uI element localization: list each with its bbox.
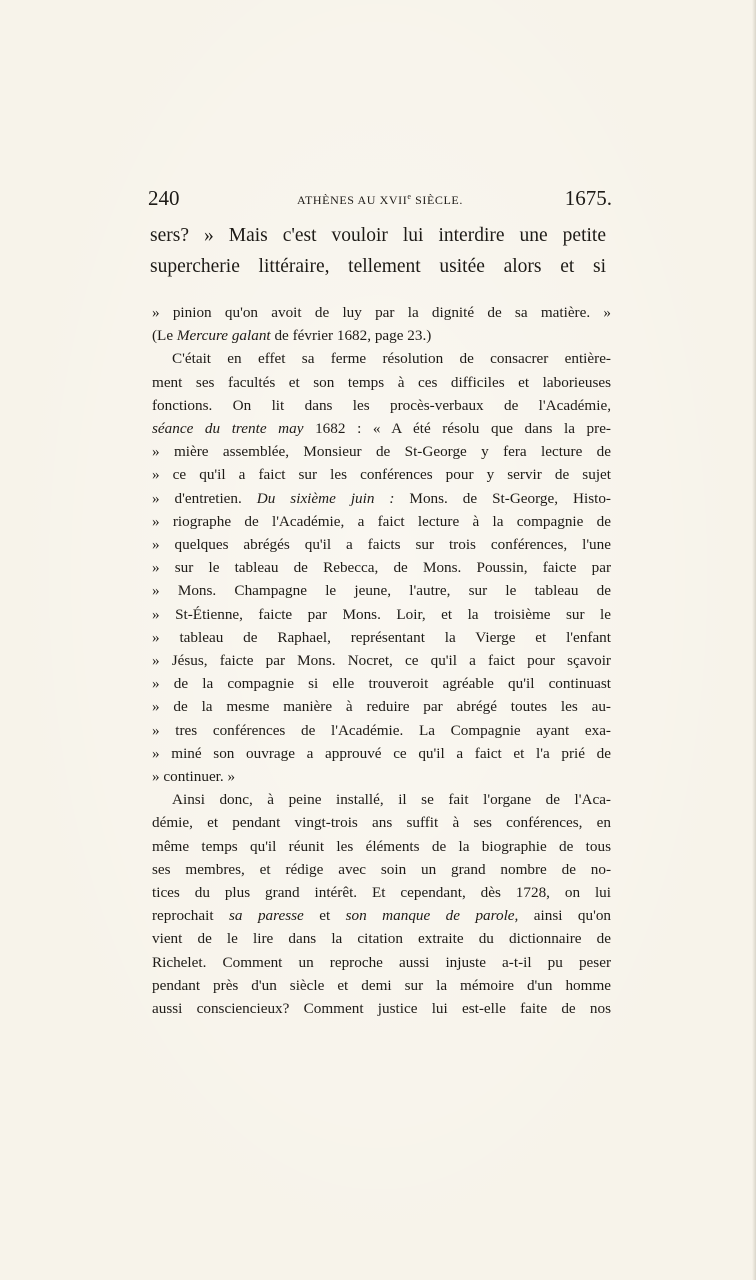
- running-title-main: ATHÈNES AU XVII: [297, 193, 408, 207]
- text-run: ainsi qu'on: [518, 907, 611, 925]
- body-line: [152, 487, 611, 510]
- body-line: Ainsi donc, à peine installé, il se fait l'organe de l'Aca-: [172, 791, 611, 809]
- italic-run: Mercure galant: [176, 327, 271, 345]
- body-line: » Jésus, faicte par Mons. Nocret, ce qu'il a faict pour sçavoir: [152, 652, 611, 670]
- running-title-superscript: e: [407, 192, 412, 201]
- body-line: vient de le lire dans la citation extraite du dictionnaire de: [152, 930, 611, 948]
- body-line: » continuer. »: [152, 768, 236, 786]
- page-number: 240: [148, 186, 180, 210]
- text-run: Mons. de St-George, Histo-: [394, 489, 611, 507]
- footnote-body: [152, 301, 611, 1020]
- body-line: Richelet. Comment un reproche aussi injuste a-t-il pu peser: [152, 953, 611, 971]
- italic-run: son manque de parole,: [345, 907, 519, 925]
- main-text-line: sers? » Mais c'est vouloir lui interdire une petite: [150, 225, 606, 246]
- body-line: » tres conférences de l'Académie. La Compagnie ayant exa-: [152, 721, 611, 739]
- body-line: [152, 904, 611, 927]
- body-line: » Mons. Champagne le jeune, l'autre, sur le tableau de: [152, 582, 611, 600]
- body-line: » miné son ouvrage a approuvé ce qu'il a faict et l'a prié de: [152, 744, 611, 762]
- main-text-continuation: [150, 220, 606, 282]
- body-line: pendant près d'un siècle et demi sur la mémoire d'un homme: [152, 976, 611, 994]
- text-run: 1682 : « A été résolu que dans la pre-: [303, 420, 611, 438]
- body-line: ses membres, et rédige avec soin un grand nombre de no-: [152, 860, 611, 878]
- body-line: » riographe de l'Académie, a faict lecture à la compagnie de: [152, 512, 611, 530]
- italic-run: séance du trente may: [152, 420, 304, 438]
- body-line: » de la compagnie si elle trouveroit agréable qu'il continuast: [152, 675, 611, 693]
- body-line: C'était en effet sa ferme résolution de consacrer entière-: [172, 350, 611, 368]
- body-line: » pinion qu'on avoit de luy par la dignité de sa matière. »: [152, 304, 611, 321]
- text-run: et: [303, 907, 346, 925]
- body-line: ment ses facultés et son temps à ces difficiles et laborieuses: [152, 373, 611, 391]
- body-line: » St-Étienne, faicte par Mons. Loir, et la troisième sur le: [152, 605, 611, 623]
- body-line: » sur le tableau de Rebecca, de Mons. Poussin, faicte par: [152, 559, 611, 577]
- body-line: [152, 417, 611, 440]
- page-edge-shadow: [752, 0, 756, 1280]
- body-line: » de la mesme manière à reduire par abrégé toutes les au-: [152, 698, 611, 716]
- body-line: » quelques abrégés qu'il a faicts sur trois conférences, l'une: [152, 536, 611, 554]
- text-run: (Le: [152, 327, 177, 345]
- body-line: aussi consciencieux? Comment justice lui est-elle faite de nos: [152, 1000, 611, 1018]
- body-line: » tableau de Raphael, représentant la Vierge et l'enfant: [152, 628, 611, 646]
- running-title: [148, 192, 612, 208]
- italic-run: sa paresse: [229, 907, 304, 925]
- body-line: [152, 324, 611, 347]
- body-line: » mière assemblée, Monsieur de St-George y fera lecture de: [152, 443, 611, 461]
- text-run: de février 1682, page 23.): [270, 327, 432, 345]
- body-line: démie, et pendant vingt-trois ans suffit à ses conférences, en: [152, 814, 611, 832]
- body-line: tices du plus grand intérêt. Et cependant, dès 1728, on lui: [152, 884, 611, 902]
- italic-run: Du sixième juin :: [256, 489, 395, 507]
- text-run: » d'entretien.: [152, 489, 257, 507]
- body-line: fonctions. On lit dans les procès-verbaux de l'Académie,: [152, 396, 611, 414]
- page-header: [148, 186, 612, 216]
- text-run: reprochait: [152, 907, 229, 925]
- running-title-tail: SIÈCLE.: [411, 193, 463, 207]
- main-text-line: supercherie littéraire, tellement usitée alors et si: [150, 256, 606, 277]
- body-line: même temps qu'il réunit les éléments de la biographie de tous: [152, 837, 611, 855]
- body-line: » ce qu'il a faict sur les conférences pour y servir de sujet: [152, 466, 611, 484]
- header-year: 1675.: [564, 186, 612, 210]
